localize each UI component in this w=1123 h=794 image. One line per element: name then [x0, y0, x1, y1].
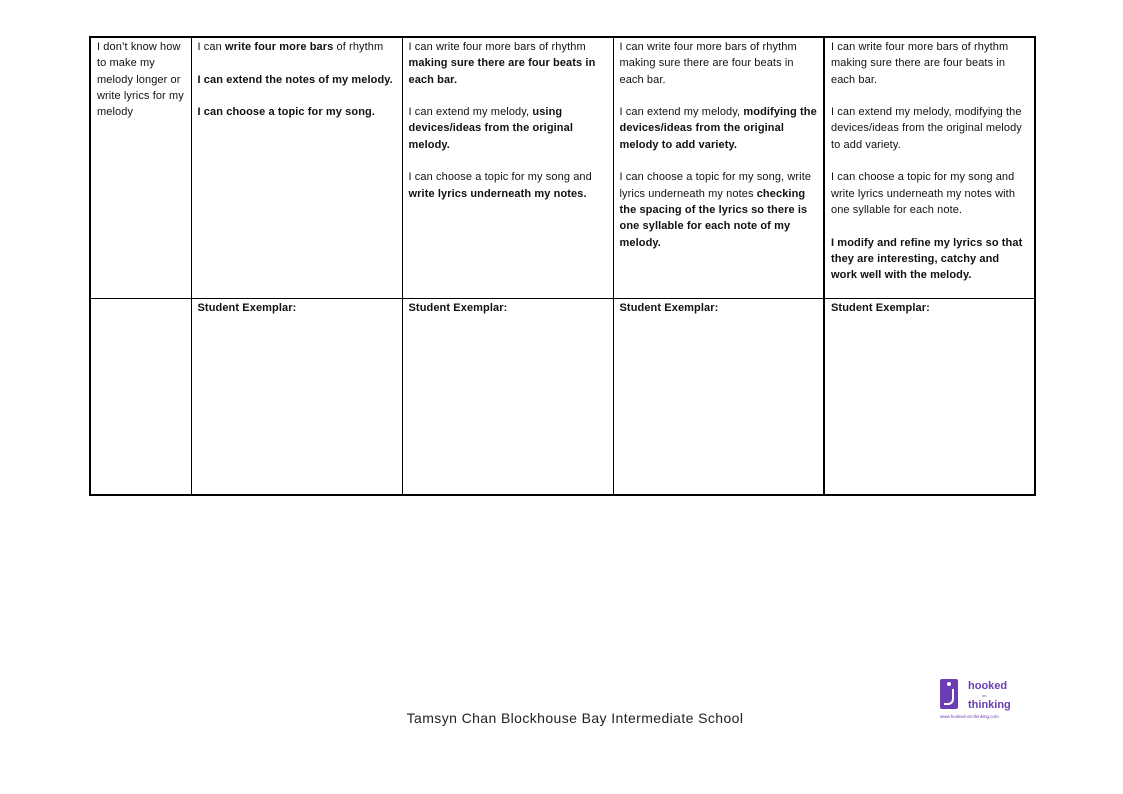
criteria-text-bold: checking the spacing of the lyrics so there is one syllable for each note of my melody.: [619, 187, 808, 249]
logo-mark-icon: [940, 679, 958, 709]
logo-url: www.hooked-on-thinking.com: [940, 714, 999, 719]
criteria-cell-1: [90, 37, 191, 298]
exemplar-label: Student Exemplar:: [408, 301, 508, 314]
criteria-paragraph: [620, 39, 818, 88]
criteria-paragraph: [831, 235, 1028, 284]
criteria-text: I can write four more bars of rhythm: [408, 41, 586, 53]
exemplar-cell-1: [90, 298, 191, 495]
criteria-text-bold: I can extend the notes of my melody.: [197, 73, 393, 86]
exemplar-row: [90, 298, 1035, 495]
criteria-text-bold: write four more bars: [225, 41, 334, 53]
criteria-text: I can extend my melody,: [408, 106, 533, 119]
criteria-cell-2: [191, 37, 402, 298]
criteria-paragraph: [620, 169, 818, 250]
exemplar-label: Student Exemplar:: [831, 301, 930, 314]
criteria-paragraph: [198, 39, 396, 55]
criteria-paragraph: [831, 39, 1028, 88]
criteria-text-bold: modifying the devices/ideas from the original melody to add variety.: [619, 106, 817, 151]
logo-word-top: hooked: [968, 680, 1008, 692]
logo-word-small: on: [982, 693, 987, 698]
criteria-text-bold: making sure there are four beats in each bar.: [408, 57, 596, 86]
criteria-text: of rhythm: [333, 41, 384, 53]
exemplar-cell-2: [191, 298, 402, 495]
criteria-cell-5: [824, 37, 1035, 298]
logo-word-bottom: thinking: [968, 699, 1011, 711]
criteria-text: I can: [197, 41, 226, 53]
criteria-paragraph: [831, 169, 1028, 218]
criteria-text: I can choose a topic for my song and write lyrics underneath my notes with one syllable for each note.: [831, 171, 1016, 216]
criteria-text: I can choose a topic for my song and: [408, 171, 592, 184]
criteria-text: I can extend my melody, modifying the devices/ideas from the original melody to add variety.: [831, 106, 1022, 151]
criteria-paragraph: [409, 39, 607, 88]
criteria-paragraph: [97, 39, 185, 120]
criteria-row: [90, 37, 1035, 298]
rubric-table: [89, 36, 1036, 496]
hooked-on-thinking-logo: [938, 678, 1028, 724]
exemplar-label: Student Exemplar:: [619, 301, 719, 314]
criteria-paragraph: [409, 104, 607, 153]
exemplar-label: Student Exemplar:: [197, 301, 297, 314]
criteria-text: I don’t know how to make my melody longer or write lyrics for my melody: [97, 41, 184, 119]
criteria-paragraph: [620, 104, 818, 153]
criteria-text-bold: using devices/ideas from the original melody.: [408, 106, 573, 151]
criteria-cell-4: [613, 37, 824, 298]
criteria-text-bold: I can choose a topic for my song.: [197, 106, 376, 119]
criteria-paragraph: [198, 104, 396, 120]
criteria-text-bold: write lyrics underneath my notes.: [408, 187, 587, 200]
criteria-text: I can extend my melody,: [619, 106, 744, 119]
criteria-text: I can choose a topic for my song, write lyrics underneath my notes: [619, 171, 812, 200]
exemplar-cell-4: [613, 298, 824, 495]
criteria-paragraph: [409, 169, 607, 202]
criteria-paragraph: [831, 104, 1028, 153]
criteria-paragraph: [198, 72, 396, 88]
exemplar-cell-3: [402, 298, 613, 495]
exemplar-cell-5: [824, 298, 1035, 495]
criteria-text: I can write four more bars of rhythm making sure there are four beats in each bar.: [619, 41, 797, 86]
criteria-text-bold: I modify and refine my lyrics so that they are interesting, catchy and work well with the melody.: [831, 236, 1023, 282]
criteria-cell-3: [402, 37, 613, 298]
criteria-text: I can write four more bars of rhythm making sure there are four beats in each bar.: [831, 41, 1009, 86]
footer-attribution: Tamsyn Chan Blockhouse Bay Intermediate School: [406, 710, 744, 726]
